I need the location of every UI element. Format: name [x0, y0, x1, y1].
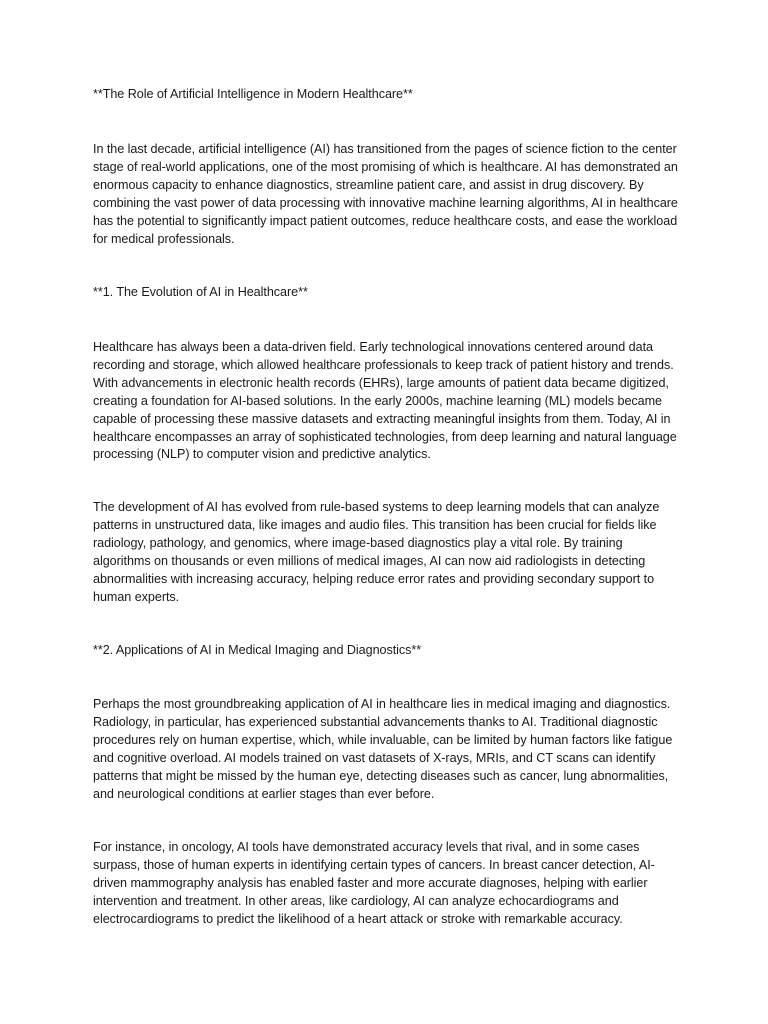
section-1-paragraph-1: Healthcare has always been a data-driven field. Early technological innovations centered around data recording and storage, which allowed healthcare professionals to keep track of patient history and trends. With advancements in electronic health records (EHRs), large amounts of patient data became digitized, creating a foundation for AI-based solutions. In the early 2000s, machine learning (ML) models became capable of processing these massive datasets and extracting meaningful insights from them. Today, AI in healthcare encompasses an array of sophisticated technologies, from deep learning and natural language processing (NLP) to computer vision and predictive analytics. [93, 340, 677, 462]
section-1-heading: **1. The Evolution of AI in Healthcare** [93, 285, 308, 299]
section-1-paragraph-2: The development of AI has evolved from rule-based systems to deep learning models that can analyze patterns in unstructured data, like images and audio files. This transition has been crucial for fields like radiology, pathology, and genomics, where image-based diagnostics play a vital role. By training algorithms on thousands or even millions of medical images, AI can now aid radiologists in detecting abnormalities with increasing accuracy, helping reduce error rates and providing secondary support to human experts. [93, 500, 660, 604]
section-2-paragraph-2: For instance, in oncology, AI tools have demonstrated accuracy levels that rival, and in some cases surpass, those of human experts in identifying certain types of cancers. In breast cancer detection, AI-driven mammography analysis has enabled faster and more accurate diagnoses, helping with earlier intervention and treatment. In other areas, like cardiology, AI can analyze echocardiograms and electrocardiograms to predict the likelihood of a heart attack or stroke with remarkable accuracy. [93, 840, 655, 926]
section-2-paragraph-1: Perhaps the most groundbreaking application of AI in healthcare lies in medical imaging and diagnostics. Radiology, in particular, has experienced substantial advancements thanks to AI. Traditional diagnostic procedures rely on human expertise, which, while invaluable, can be limited by human factors like fatigue and cognitive overload. AI models trained on vast datasets of X-rays, MRIs, and CT scans can identify patterns that might be missed by the human eye, detecting diseases such as cancer, lung abnormalities, and neurological conditions at earlier stages than ever before. [93, 697, 673, 801]
section-2-heading: **2. Applications of AI in Medical Imaging and Diagnostics** [93, 643, 422, 657]
document-title: **The Role of Artificial Intelligence in Modern Healthcare** [93, 87, 413, 101]
intro-paragraph: In the last decade, artificial intelligence (AI) has transitioned from the pages of science fiction to the center stage of real-world applications, one of the most promising of which is healthcare. AI has demonstrated an enormous capacity to enhance diagnostics, streamline patient care, and assist in drug discovery. By combining the vast power of data processing with innovative machine learning algorithms, AI in healthcare has the potential to significantly impact patient outcomes, reduce healthcare costs, and ease the workload for medical professionals. [93, 142, 678, 246]
